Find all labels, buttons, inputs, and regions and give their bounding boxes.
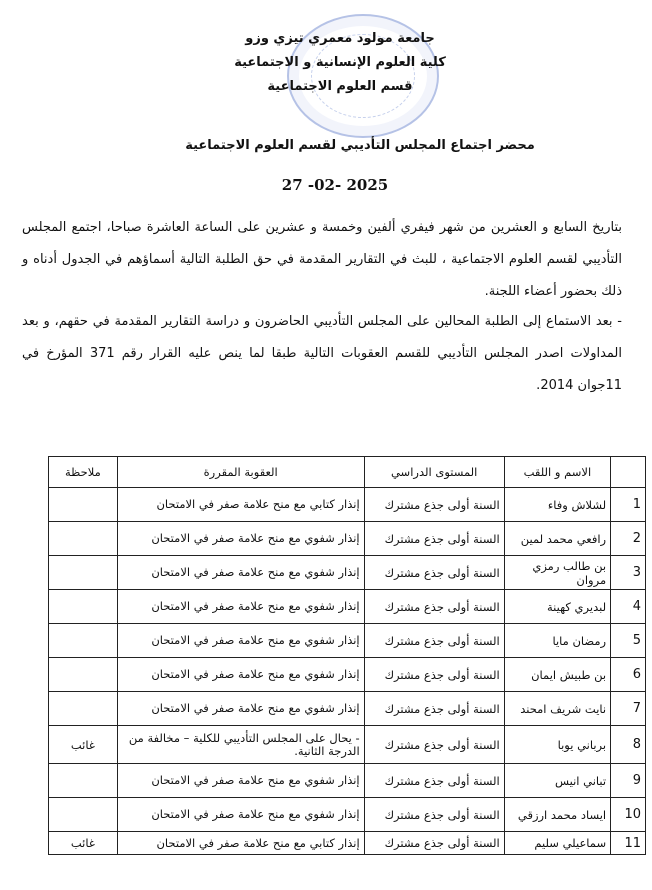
row-note [49, 764, 118, 798]
table-row [49, 590, 646, 624]
department-name: قسم العلوم الاجتماعية [267, 79, 413, 94]
row-penalty: إنذار شفوي مع منح علامة صفر في الامتحان [117, 590, 364, 624]
row-penalty: إنذار شفوي مع منح علامة صفر في الامتحان [117, 692, 364, 726]
header-note: ملاحظة [49, 457, 118, 488]
row-penalty: إنذار شفوي مع منح علامة صفر في الامتحان [117, 522, 364, 556]
row-level: السنة أولى جذع مشترك [364, 522, 504, 556]
row-level: السنة أولى جذع مشترك [364, 488, 504, 522]
row-num: 7 [611, 692, 646, 726]
row-level: السنة أولى جذع مشترك [364, 798, 504, 832]
row-level: السنة أولى جذع مشترك [364, 556, 504, 590]
row-name: بن طالب رمزي مروان [504, 556, 610, 590]
intro-paragraph: بتاريخ السابع و العشرين من شهر فيفري ألفين وخمسة و عشرين على الساعة العاشرة صباحا، اجتمع المجلس التأديبي لقسم العلوم الاجتماعية ، للبث في التقارير المقدمة في حق الطلبة التالية أسماؤهم في الجدول أدناه و ذلك بحضور أعضاء اللجنة. [22, 220, 622, 299]
row-note [49, 692, 118, 726]
letterhead [220, 27, 460, 99]
row-num: 9 [611, 764, 646, 798]
table-row [49, 488, 646, 522]
header-name: الاسم و اللقب [504, 457, 610, 488]
row-level: السنة أولى جذع مشترك [364, 764, 504, 798]
table-row [49, 726, 646, 764]
row-num: 2 [611, 522, 646, 556]
table-row [49, 522, 646, 556]
university-name: جامعة مولود معمري تيزي وزو [245, 31, 435, 46]
decision-paragraph: - بعد الاستماع إلى الطلبة المحالين على المجلس التأديبي الحاضرون و دراسة التقارير المقدمة في حقهم، و بعد المداولات اصدر المجلس التأديبي للقسم العقوبات التالية طبقا لما ينص عليه القرار رقم 371 المؤرخ في 11جوان 2014. [22, 314, 623, 393]
row-note [49, 522, 118, 556]
row-level: السنة أولى جذع مشترك [364, 726, 504, 764]
row-note [49, 624, 118, 658]
row-num: 4 [611, 590, 646, 624]
row-penalty: إنذار كتابي مع منح علامة صفر في الامتحان [117, 488, 364, 522]
table-header-row [49, 457, 646, 488]
sanctions-table [48, 456, 646, 855]
row-note: غائب [49, 726, 118, 764]
header-penalty: العقوبة المقررة [117, 457, 364, 488]
row-penalty: إنذار كتابي مع منح علامة صفر في الامتحان [117, 832, 364, 855]
row-penalty: إنذار شفوي مع منح علامة صفر في الامتحان [117, 764, 364, 798]
row-name: لشلاش وفاء [504, 488, 610, 522]
document-date: 27 -02- 2025 [281, 176, 389, 194]
row-penalty: - يحال على المجلس التأديبي للكلية – مخالفة من الدرجة الثانية. [117, 726, 364, 764]
row-num: 6 [611, 658, 646, 692]
row-num: 11 [611, 832, 646, 855]
row-num: 1 [611, 488, 646, 522]
row-level: السنة أولى جذع مشترك [364, 624, 504, 658]
row-level: السنة أولى جذع مشترك [364, 832, 504, 855]
header-level: المستوى الدراسي [364, 457, 504, 488]
row-num: 3 [611, 556, 646, 590]
table-row [49, 556, 646, 590]
row-note: غائب [49, 832, 118, 855]
row-name: رمضان مايا [504, 624, 610, 658]
table-row [49, 692, 646, 726]
row-num: 10 [611, 798, 646, 832]
row-note [49, 488, 118, 522]
row-penalty: إنذار شفوي مع منح علامة صفر في الامتحان [117, 624, 364, 658]
row-penalty: إنذار شفوي مع منح علامة صفر في الامتحان [117, 798, 364, 832]
row-note [49, 556, 118, 590]
table-row [49, 832, 646, 855]
row-name: لبديري كهينة [504, 590, 610, 624]
row-name: نايت شريف امحند [504, 692, 610, 726]
row-name: برباني يوبا [504, 726, 610, 764]
row-note [49, 798, 118, 832]
faculty-name: كلية العلوم الإنسانية و الاجتماعية [234, 55, 446, 70]
table-row [49, 764, 646, 798]
row-note [49, 658, 118, 692]
row-note [49, 590, 118, 624]
document-title: محضر اجتماع المجلس التأديبي لقسم العلوم الاجتماعية [185, 138, 535, 153]
row-num: 8 [611, 726, 646, 764]
row-num: 5 [611, 624, 646, 658]
table-row [49, 624, 646, 658]
row-penalty: إنذار شفوي مع منح علامة صفر في الامتحان [117, 556, 364, 590]
row-name: بن طبيش ايمان [504, 658, 610, 692]
row-level: السنة أولى جذع مشترك [364, 590, 504, 624]
row-name: ايساد محمد ارزقي [504, 798, 610, 832]
header-num [611, 457, 646, 488]
row-level: السنة أولى جذع مشترك [364, 692, 504, 726]
row-name: رافعي محمد لمين [504, 522, 610, 556]
row-level: السنة أولى جذع مشترك [364, 658, 504, 692]
table-row [49, 658, 646, 692]
table-row [49, 798, 646, 832]
row-name: تباني انيس [504, 764, 610, 798]
row-name: سماعيلي سليم [504, 832, 610, 855]
row-penalty: إنذار شفوي مع منح علامة صفر في الامتحان [117, 658, 364, 692]
